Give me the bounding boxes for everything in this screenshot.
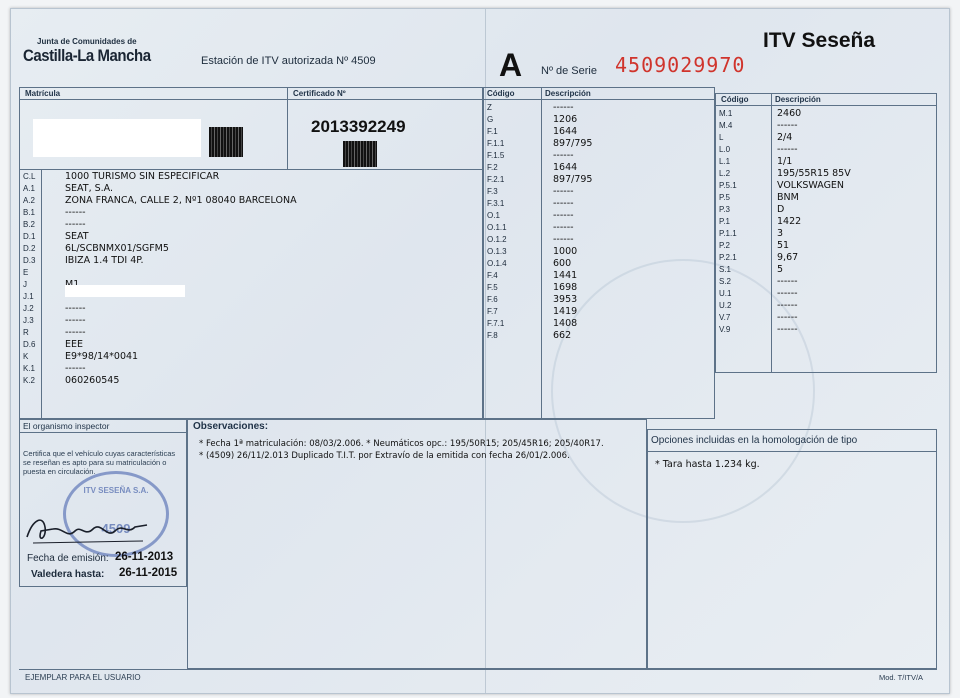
- middle-code-header: Código: [487, 89, 515, 98]
- field-value: 897/795: [553, 138, 593, 149]
- field-value: 6L/SCBNMX01/SGFM5: [65, 243, 169, 254]
- serial-number: 4509029970: [615, 53, 746, 77]
- field-code: F.1.5: [487, 151, 505, 160]
- field-code: F.4: [487, 271, 498, 280]
- right-code-header: Código: [721, 95, 749, 104]
- middle-code-list: [487, 102, 507, 342]
- field-code: F.8: [487, 331, 498, 340]
- field-code: J.2: [23, 304, 34, 313]
- field-code: Z: [487, 103, 492, 112]
- field-value: 3: [777, 228, 784, 239]
- field-code: O.1.1: [487, 223, 507, 232]
- field-code: J: [23, 280, 27, 289]
- field-code: V.9: [719, 325, 731, 334]
- stamp-number: 4509: [101, 521, 131, 536]
- field-value: ------: [553, 234, 574, 245]
- field-code: B.2: [23, 220, 36, 229]
- field-value: 1422: [777, 216, 802, 227]
- field-code: D.1: [23, 232, 36, 241]
- field-code: P.5: [719, 193, 730, 202]
- field-code: M.4: [719, 121, 733, 130]
- valid-label: Valedera hasta:: [31, 569, 105, 580]
- field-code: O.1.3: [487, 247, 507, 256]
- field-value: IBIZA 1.4 TDI 4P.: [65, 255, 144, 266]
- right-desc-header: Descripción: [775, 95, 821, 104]
- field-value: 1408: [553, 318, 578, 329]
- certificate-header: Certificado Nº: [293, 89, 346, 98]
- field-value: ------: [777, 288, 798, 299]
- field-code: P.5.1: [719, 181, 737, 190]
- left-value-list: [65, 171, 297, 387]
- field-value: ------: [65, 303, 86, 314]
- stamp-text: ITV SESEÑA S.A.: [83, 486, 149, 495]
- observations-title: Observaciones:: [193, 421, 269, 432]
- field-value: ------: [777, 324, 798, 335]
- field-code: F.6: [487, 295, 498, 304]
- field-e-redaction: [65, 285, 185, 297]
- field-code: A.2: [23, 196, 36, 205]
- field-value: ------: [553, 150, 574, 161]
- valid-date: 26-11-2015: [119, 567, 178, 579]
- field-code: K: [23, 352, 29, 361]
- middle-desc-header: Descripción: [545, 89, 591, 98]
- certificate-number: 2013392249: [311, 117, 406, 136]
- field-value: ------: [65, 219, 86, 230]
- field-code: K.1: [23, 364, 36, 373]
- field-value: ------: [65, 207, 86, 218]
- inspector-title: El organismo inspector: [23, 421, 110, 431]
- field-value: 1206: [553, 114, 578, 125]
- field-code: J.3: [23, 316, 34, 325]
- field-code: L.1: [719, 157, 731, 166]
- field-value: ------: [777, 300, 798, 311]
- form-letter: A: [499, 47, 523, 83]
- right-code-list: [719, 108, 737, 336]
- field-code: P.1.1: [719, 229, 737, 238]
- field-value: 662: [553, 330, 572, 341]
- field-value: 1644: [553, 162, 578, 173]
- field-code: F.2.1: [487, 175, 505, 184]
- field-code: K.2: [23, 376, 36, 385]
- issue-date: 26-11-2013: [115, 551, 174, 563]
- field-value: ------: [65, 363, 86, 374]
- options-title: Opciones incluidas en la homologación de tipo: [651, 435, 858, 446]
- field-value: ZONA FRANCA, CALLE 2, Nº1 08040 BARCELONA: [65, 195, 297, 206]
- issue-label: Fecha de emisión:: [27, 553, 109, 564]
- field-value: EEE: [65, 339, 84, 350]
- field-value: 1441: [553, 270, 578, 281]
- inspector-signature: [23, 509, 153, 549]
- field-code: U.1: [719, 289, 732, 298]
- region-name: Castilla-La Mancha: [23, 46, 151, 65]
- field-value: 51: [777, 240, 790, 251]
- field-value: 5: [777, 264, 784, 275]
- plate-header: Matrícula: [25, 89, 61, 98]
- itv-certificate: [10, 8, 950, 694]
- field-value: 1644: [553, 126, 578, 137]
- field-value: ------: [777, 276, 798, 287]
- field-code: P.3: [719, 205, 730, 214]
- field-code: A.1: [23, 184, 36, 193]
- brand-title: ITV Seseña: [763, 29, 876, 52]
- field-value: ------: [777, 144, 798, 155]
- field-code: D.2: [23, 244, 36, 253]
- field-value: 9,67: [777, 252, 799, 263]
- region-logo: [23, 37, 168, 66]
- field-code: O.1.4: [487, 259, 507, 268]
- field-value: SEAT: [65, 231, 89, 242]
- certificate-barcode: [343, 141, 377, 167]
- footer-right: Mod. T/ITV/A: [879, 673, 924, 682]
- field-code: L.0: [719, 145, 731, 154]
- field-code: L.2: [719, 169, 731, 178]
- field-code: F.2: [487, 163, 498, 172]
- field-value: 1698: [553, 282, 578, 293]
- field-code: O.1.2: [487, 235, 507, 244]
- plate-redaction: [33, 119, 201, 157]
- field-value: ------: [65, 315, 86, 326]
- field-value: VOLKSWAGEN: [777, 180, 845, 191]
- field-value: SEAT, S.A.: [65, 183, 114, 194]
- field-code: F.3: [487, 187, 498, 196]
- field-value: 060260545: [65, 375, 120, 386]
- field-code: F.7: [487, 307, 498, 316]
- field-code: D.3: [23, 256, 36, 265]
- field-code: C.L: [23, 172, 36, 181]
- field-value: 1000: [553, 246, 578, 257]
- field-code: J.1: [23, 292, 34, 301]
- field-value: 1000 TURISMO SIN ESPECIFICAR: [65, 171, 220, 182]
- field-value: [65, 267, 297, 279]
- serial-label: Nº de Serie: [541, 65, 597, 77]
- field-code: P.1: [719, 217, 730, 226]
- middle-value-list: [553, 102, 592, 342]
- field-code: D.6: [23, 340, 36, 349]
- right-value-list: [777, 108, 851, 336]
- options-line: * Tara hasta 1.234 kg.: [655, 459, 760, 470]
- field-code: P.2: [719, 241, 730, 250]
- field-code: F.3.1: [487, 199, 505, 208]
- observation-line-2: * (4509) 26/11/2.013 Duplicado T.I.T. por Extravío de la emitida con fecha 26/01/2.006.: [199, 451, 570, 461]
- field-code: F.1: [487, 127, 498, 136]
- field-code: O.1: [487, 211, 500, 220]
- field-value: 2460: [777, 108, 802, 119]
- plate-barcode: [209, 127, 243, 157]
- field-code: U.2: [719, 301, 732, 310]
- field-code: F.5: [487, 283, 498, 292]
- field-value: ------: [65, 327, 86, 338]
- field-code: S.1: [719, 265, 732, 274]
- field-value: BNM: [777, 192, 799, 203]
- field-value: 3953: [553, 294, 578, 305]
- field-code: S.2: [719, 277, 732, 286]
- field-value: ------: [553, 102, 574, 113]
- field-value: 2/4: [777, 132, 793, 143]
- field-code: L: [719, 133, 724, 142]
- field-value: ------: [553, 222, 574, 233]
- field-value: ------: [553, 198, 574, 209]
- observation-line-1: * Fecha 1ª matriculación: 08/03/2.006. * Neumáticos opc.: 195/50R15; 205/45R16; 205/40R17.: [199, 439, 604, 449]
- field-value: 600: [553, 258, 572, 269]
- field-code: P.2.1: [719, 253, 737, 262]
- field-value: 897/795: [553, 174, 593, 185]
- field-code: F.7.1: [487, 319, 505, 328]
- field-value: E9*98/14*0041: [65, 351, 139, 362]
- middle-table: [483, 87, 715, 419]
- field-code: R: [23, 328, 29, 337]
- field-code: V.7: [719, 313, 731, 322]
- field-value: 195/55R15 85V: [777, 168, 851, 179]
- field-code: M.1: [719, 109, 733, 118]
- field-value: 1419: [553, 306, 578, 317]
- field-code: E: [23, 268, 29, 277]
- field-code: B.1: [23, 208, 36, 217]
- field-code: G: [487, 115, 494, 124]
- footer-left: EJEMPLAR PARA EL USUARIO: [25, 673, 141, 682]
- field-value: 1/1: [777, 156, 793, 167]
- station-title: Estación de ITV autorizada Nº 4509: [201, 55, 376, 67]
- field-value: D: [777, 204, 785, 215]
- field-code: F.1.1: [487, 139, 505, 148]
- certify-text: Certifica que el vehículo cuyas características se reseñan es apto para su matriculación o puesta en circulación.: [23, 449, 176, 476]
- region-top: Junta de Comunidades de: [37, 37, 137, 46]
- left-code-list: [23, 171, 35, 387]
- field-value: ------: [553, 186, 574, 197]
- field-value: ------: [777, 120, 798, 131]
- field-value: ------: [553, 210, 574, 221]
- field-value: ------: [777, 312, 798, 323]
